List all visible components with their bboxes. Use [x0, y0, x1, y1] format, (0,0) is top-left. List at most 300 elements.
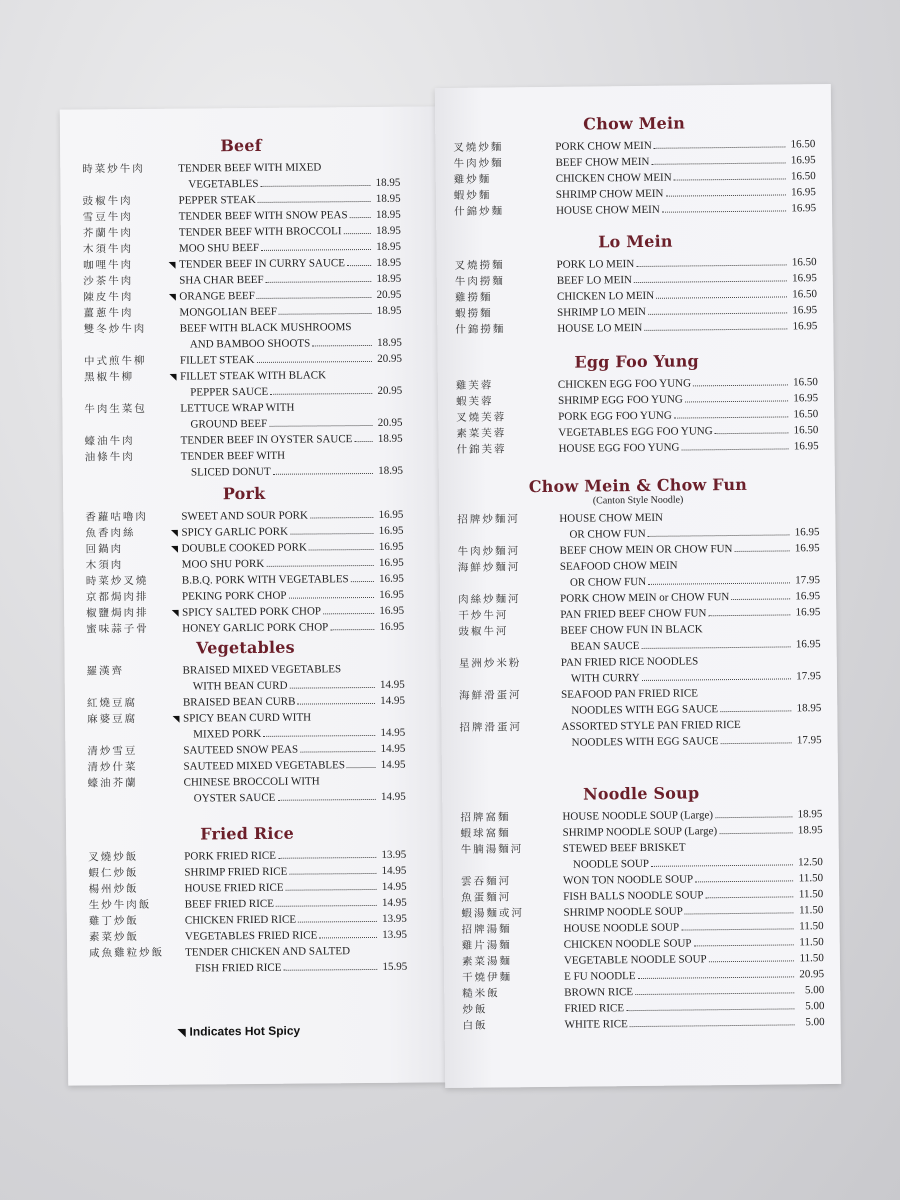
hot-marker-empty: [168, 621, 182, 637]
item-name-text: PEPPER SAUCE: [190, 385, 269, 399]
chinese-name: 招牌窩麵: [460, 811, 511, 824]
item-price: 18.95: [375, 208, 401, 221]
hot-marker-empty: [166, 353, 180, 369]
hot-marker-empty: [168, 589, 182, 605]
item-name-text: TENDER BEEF WITH BROCCOLI: [178, 225, 342, 239]
item-price: 11.50: [798, 904, 824, 917]
item-name-text: VEGETABLES: [188, 177, 259, 191]
menu-item: [459, 652, 821, 688]
hot-marker-empty: [169, 743, 183, 759]
item-price: 11.50: [798, 888, 824, 901]
item-name-line: [178, 191, 400, 209]
item-price: 16.95: [379, 620, 405, 633]
english-name: [182, 619, 404, 637]
dot-leader: [715, 431, 789, 434]
item-name-text: VEGETABLES EGG FOO YUNG: [558, 425, 713, 439]
chinese-name: 紅燒豆腐: [86, 697, 137, 710]
item-name-line: [181, 523, 403, 541]
item-name-text: AND BAMBOO SHOOTS: [189, 337, 311, 351]
chinese-name: 炒飯: [462, 1003, 488, 1016]
menu-item: [84, 367, 402, 402]
dot-leader: [642, 677, 791, 681]
chinese-name: 叉燒撈麵: [454, 259, 505, 272]
english-name: [183, 693, 405, 711]
item-name-text: PAN FRIED RICE NOODLES: [560, 655, 699, 669]
item-price: 16.95: [793, 392, 819, 405]
english-name: [561, 684, 821, 719]
hot-marker-empty: [171, 913, 185, 929]
item-name-line: [184, 863, 406, 881]
item-name-text: OR CHOW FUN: [569, 527, 646, 541]
item-name-text: PEPPER STEAK: [178, 193, 256, 207]
menu-item: [463, 1014, 825, 1034]
item-price: 16.95: [794, 542, 820, 555]
menu-item: [455, 318, 817, 338]
item-name-line: [179, 287, 401, 305]
chinese-name: 薑蔥牛肉: [83, 307, 134, 320]
chinese-name: 羅漢齊: [86, 665, 125, 678]
english-name: [178, 191, 400, 209]
item-name-text: VEGETABLES FRIED RICE: [184, 929, 318, 943]
section-title: Egg Foo Yung: [574, 351, 699, 372]
dot-leader: [350, 216, 371, 218]
chinese-name: 蜜味蒜子骨: [86, 622, 149, 636]
item-name-text: TENDER CHICKEN AND SALTED: [185, 945, 351, 959]
chinese-name: 雪豆牛肉: [82, 211, 133, 224]
item-name-text: HOUSE CHOW MEIN: [559, 511, 664, 525]
hot-pepper-icon: ◥: [171, 607, 179, 618]
item-name-text: TENDER BEEF WITH MIXED: [178, 161, 322, 175]
chinese-name: 星洲炒米粉: [458, 657, 522, 670]
right-menu-page: [435, 84, 841, 1088]
item-name-text: PORK CHOW MEIN: [555, 139, 652, 153]
hot-marker-empty: [550, 937, 564, 953]
menu-section: [85, 483, 404, 638]
chinese-name: 什錦炒麵: [454, 205, 505, 218]
item-name-text: SEAFOOD CHOW MEIN: [559, 559, 678, 573]
left-menu-page: [60, 106, 447, 1085]
hot-marker-empty: [542, 187, 556, 203]
dot-leader: [343, 232, 370, 234]
dot-leader: [347, 264, 371, 266]
hot-marker-empty: [547, 719, 561, 751]
item-price: 14.95: [380, 742, 406, 755]
item-price: 18.95: [375, 176, 401, 189]
dot-leader: [279, 312, 372, 315]
english-name: [183, 757, 405, 775]
english-name: [181, 507, 403, 525]
dot-leader: [263, 734, 375, 737]
item-price: 13.95: [382, 928, 408, 941]
dot-leader: [312, 344, 372, 347]
item-name-line: [184, 773, 406, 791]
item-name-line: [185, 959, 407, 977]
chinese-name: 糙米飯: [462, 987, 500, 1000]
item-name-line: [181, 447, 403, 465]
item-name-text: BEEF CHOW MEIN OR CHOW FUN: [559, 543, 733, 557]
hot-marker-empty: [165, 225, 179, 241]
item-name-line: [185, 911, 407, 929]
menu-section: [86, 637, 405, 808]
dot-leader: [651, 161, 785, 164]
chinese-name: 叉燒炒飯: [88, 851, 139, 864]
hot-marker-empty: [168, 573, 182, 589]
hot-marker-empty: [165, 209, 179, 225]
english-name: [181, 523, 403, 541]
item-price: 18.95: [376, 256, 402, 269]
english-name: [179, 271, 401, 289]
dot-leader: [283, 968, 377, 971]
hot-pepper-icon: ◥: [177, 1027, 186, 1039]
dot-leader: [720, 709, 791, 712]
english-name: [182, 571, 404, 589]
item-name-text: SHRIMP FRIED RICE: [184, 865, 288, 879]
dot-leader: [693, 943, 793, 946]
dot-leader: [323, 612, 374, 614]
dot-leader: [261, 248, 371, 251]
chinese-name: 生炒牛肉飯: [88, 898, 152, 912]
item-price: 18.95: [378, 464, 403, 477]
dot-leader: [290, 686, 375, 689]
hot-marker-empty: [550, 921, 564, 937]
menu-item: [454, 200, 816, 220]
item-price: 18.95: [375, 192, 401, 205]
right-menu-column: [453, 84, 825, 1032]
item-price: 16.50: [793, 376, 818, 389]
item-name-line: [178, 175, 400, 193]
item-price: 20.95: [799, 968, 825, 981]
item-price: 16.95: [792, 304, 818, 317]
item-name-text: HOUSE CHOW MEIN: [556, 203, 660, 217]
chinese-name: 咸魚雞粒炒飯: [89, 946, 165, 960]
item-name-text: B.B.Q. PORK WITH VEGETABLES: [181, 573, 349, 587]
dot-leader: [266, 564, 373, 567]
english-name: [184, 847, 406, 865]
item-name-text: WITH CURRY: [570, 671, 640, 685]
chinese-name: 香蘿咕嚕肉: [85, 510, 148, 524]
item-price: 16.50: [791, 256, 817, 269]
english-name: [556, 200, 816, 219]
chinese-name: 咖哩牛肉: [83, 259, 134, 272]
hot-marker-empty: [165, 273, 179, 289]
dot-leader: [347, 766, 376, 768]
section-title: Pork: [222, 483, 266, 504]
chinese-name: 魚蛋麵河: [461, 891, 512, 904]
item-price: 15.95: [382, 960, 408, 973]
hot-marker-empty: [169, 759, 183, 775]
dot-leader: [719, 831, 793, 834]
english-name: [183, 741, 405, 759]
dot-leader: [289, 872, 376, 875]
dot-leader: [258, 200, 371, 203]
chinese-name: 蝦球窩麵: [460, 827, 511, 840]
dot-leader: [634, 279, 787, 283]
item-name-line: [181, 507, 403, 525]
english-name: [565, 1014, 825, 1033]
chinese-name: 牛肉生菜包: [84, 402, 147, 416]
item-price: 14.95: [380, 758, 406, 771]
chinese-name: 素菜炒飯: [88, 931, 140, 944]
menu-item: [458, 556, 820, 592]
legend-text: Indicates Hot Spicy: [189, 1023, 301, 1039]
item-price: 18.95: [797, 824, 823, 837]
item-name-line: [179, 303, 401, 321]
chinese-name: 黑椒牛柳: [84, 371, 135, 384]
item-name-text: FRIED RICE: [564, 1002, 625, 1015]
item-name-line: [183, 757, 405, 775]
english-name: [179, 303, 401, 321]
item-name-text: SHA CHAR BEEF: [179, 273, 264, 287]
item-name-line: [183, 725, 405, 743]
item-price: 18.95: [376, 304, 402, 317]
item-name-text: BEAN SAUCE: [570, 639, 640, 653]
item-price: 16.95: [795, 606, 821, 619]
item-name-text: TENDER BEEF IN CURRY SAUCE: [179, 257, 345, 271]
item-name-text: MOO SHU PORK: [181, 557, 265, 571]
menu-item: [458, 620, 820, 656]
item-price: 18.95: [376, 240, 402, 253]
hot-marker-empty: [543, 273, 557, 289]
chinese-name: 蝦仁炒飯: [88, 867, 139, 880]
item-name-text: CHINESE BROCCOLI WITH: [183, 775, 320, 789]
dot-leader: [662, 209, 786, 212]
item-name-line: [180, 319, 402, 337]
chinese-name: 魚香肉絲: [85, 527, 136, 540]
item-name-text: ASSORTED STYLE PAN FRIED RICE: [561, 718, 741, 733]
item-name-line: [181, 431, 403, 449]
hot-marker-empty: [545, 511, 559, 543]
item-name-line: [185, 927, 407, 945]
item-price: 17.95: [795, 574, 821, 587]
item-name-text: VEGETABLE NOODLE SOUP: [563, 953, 707, 967]
dot-leader: [319, 936, 377, 939]
item-price: 16.50: [790, 170, 816, 183]
item-name-line: [182, 619, 404, 637]
dot-leader: [277, 798, 375, 801]
item-name-line: [185, 895, 407, 913]
hot-marker-empty: [549, 905, 563, 921]
hot-marker-empty: [171, 945, 185, 977]
hot-marker-empty: [541, 139, 555, 155]
hot-marker-empty: [167, 449, 181, 481]
english-name: [181, 447, 403, 481]
english-name: [185, 943, 407, 977]
hot-pepper-icon: ◥: [168, 291, 176, 302]
hot-marker-empty: [166, 321, 180, 353]
english-name: [185, 895, 407, 913]
dot-leader: [266, 280, 372, 283]
chinese-name: 清炒雪豆: [87, 745, 138, 758]
item-price: 16.95: [378, 540, 404, 553]
item-name-line: [556, 200, 816, 219]
dot-leader: [638, 975, 795, 979]
english-name: [183, 709, 405, 743]
section-title: Chow Mein: [583, 113, 686, 134]
item-price: 16.50: [792, 288, 818, 301]
hot-pepper-icon: ◥: [168, 259, 176, 270]
hot-marker-empty: [547, 655, 561, 687]
item-name-text: OR CHOW FUN: [569, 575, 647, 589]
item-name-line: [181, 463, 403, 481]
english-name: [563, 838, 823, 873]
dot-leader: [695, 879, 793, 882]
item-name-text: HOUSE FRIED RICE: [184, 881, 284, 895]
hot-marker-empty: [546, 591, 560, 607]
hot-marker-empty: [550, 1001, 564, 1017]
dot-leader: [644, 327, 787, 330]
dot-leader: [654, 145, 786, 148]
dot-leader: [635, 991, 794, 995]
item-name-text: GROUND BEEF: [190, 417, 268, 431]
hot-marker-empty: [549, 841, 563, 873]
dot-leader: [648, 311, 787, 314]
dot-leader: [685, 911, 794, 914]
item-name-text: WHITE RICE: [564, 1018, 628, 1031]
menu-section: [456, 350, 819, 458]
item-price: 20.95: [377, 416, 403, 429]
english-name: [185, 927, 407, 945]
item-name-line: [179, 271, 401, 289]
hot-spicy-legend: [178, 1024, 301, 1039]
hot-marker-empty: [542, 203, 556, 219]
hot-pepper-icon: ◥: [172, 713, 180, 724]
dot-leader: [278, 856, 376, 859]
item-name-text: DOUBLE COOKED PORK: [181, 541, 307, 555]
item-name-text: CHICKEN EGG FOO YUNG: [557, 377, 692, 391]
item-price: 5.00: [805, 1000, 825, 1013]
english-name: [180, 319, 402, 353]
item-price: 17.95: [796, 670, 822, 683]
item-price: 14.95: [380, 726, 406, 739]
menu-item: [459, 684, 821, 720]
item-price: 5.00: [804, 984, 825, 997]
item-name-text: PORK FRIED RICE: [184, 849, 277, 863]
english-name: [182, 539, 404, 557]
english-name: [183, 661, 405, 695]
item-price: 11.50: [798, 872, 824, 885]
hot-marker-empty: [551, 1017, 565, 1033]
chinese-name: 清炒什菜: [87, 761, 138, 774]
item-name-text: SHRIMP LO MEIN: [557, 305, 647, 319]
item-name-text: E FU NOODLE: [564, 970, 636, 983]
hot-marker-empty: [544, 441, 558, 457]
english-name: [561, 716, 821, 751]
item-price: 16.50: [793, 424, 819, 437]
dot-leader: [665, 193, 785, 196]
item-price: 16.95: [790, 154, 816, 167]
dot-leader: [309, 548, 374, 551]
item-name-text: CHICKEN FRIED RICE: [184, 913, 297, 927]
hot-marker-empty: [165, 305, 179, 321]
item-name-line: [180, 399, 402, 417]
item-name-text: PAN FRIED BEEF CHOW FUN: [560, 607, 707, 621]
dot-leader: [270, 392, 372, 395]
item-price: 18.95: [377, 432, 403, 445]
menu-item: [87, 709, 405, 744]
item-name-text: CHICKEN NOODLE SOUP: [563, 937, 692, 951]
hot-marker-empty: [546, 543, 560, 559]
dot-leader: [298, 920, 377, 923]
hot-marker-empty: [544, 409, 558, 425]
chinese-name: 蠔油芥蘭: [87, 777, 138, 790]
dot-leader: [351, 580, 374, 582]
item-name-text: LETTUCE WRAP WITH: [180, 401, 295, 415]
menu-item: [85, 447, 403, 482]
item-name-line: [565, 1014, 825, 1033]
item-name-text: PORK CHOW MEIN or CHOW FUN: [560, 591, 730, 605]
item-name-line: [179, 239, 401, 257]
english-name: [558, 438, 818, 457]
chinese-name: 蝦湯麵或河: [461, 907, 524, 920]
menu-item: [459, 716, 821, 752]
chinese-name: 招牌炒麵河: [457, 513, 520, 526]
hot-marker-empty: [544, 393, 558, 409]
menu-section: [454, 230, 817, 338]
dot-leader: [260, 184, 370, 187]
item-name-line: [179, 207, 401, 225]
item-name-text: PORK LO MEIN: [556, 258, 635, 271]
hot-marker-empty: [541, 155, 555, 171]
english-name: [560, 556, 820, 591]
chinese-name: 蝦炒麵: [453, 189, 492, 202]
item-price: 11.50: [799, 936, 824, 949]
item-price: 16.95: [795, 590, 821, 603]
hot-marker-empty: [170, 865, 184, 881]
english-name: [179, 239, 401, 257]
hot-marker-empty: [550, 985, 564, 1001]
item-name-text: BEEF LO MEIN: [556, 274, 633, 287]
item-name-line: [182, 539, 404, 557]
item-name-line: [184, 847, 406, 865]
item-price: 12.50: [798, 856, 823, 869]
hot-marker-empty: [171, 929, 185, 945]
item-name-text: HOUSE LO MEIN: [557, 321, 643, 335]
chinese-name: 招牌湯麵: [461, 923, 512, 936]
item-name-text: MIXED PORK: [193, 727, 262, 741]
item-name-line: [180, 383, 402, 401]
hot-marker-empty: [550, 969, 564, 985]
item-name-text: WITH BEAN CURD: [192, 679, 288, 693]
hot-marker-empty: [548, 825, 562, 841]
section-title: Beef: [220, 135, 262, 156]
chinese-name: 陳皮牛肉: [83, 291, 134, 304]
item-name-line: [562, 732, 822, 751]
chinese-name: 回鍋肉: [85, 543, 124, 556]
item-name-text: ORANGE BEEF: [179, 289, 255, 303]
item-name-text: SHRIMP EGG FOO YUNG: [557, 393, 683, 407]
chinese-name: 木須肉: [85, 559, 124, 572]
english-name: [561, 652, 821, 687]
english-name: [180, 351, 402, 369]
chinese-name: 什錦芙蓉: [456, 443, 507, 456]
chinese-name: 蝦撈麵: [455, 307, 493, 320]
dot-leader: [257, 360, 372, 363]
section-title: Lo Mein: [598, 231, 673, 252]
hot-pepper-icon: ◥: [170, 527, 178, 538]
english-name: [184, 773, 406, 807]
menu-item: [457, 508, 819, 544]
hot-marker-empty: [543, 257, 557, 273]
item-name-text: BROWN RICE: [564, 986, 634, 999]
chinese-name: 沙茶牛肉: [83, 275, 134, 288]
chinese-name: 油條牛肉: [84, 451, 135, 464]
menu-item: [87, 661, 405, 696]
chinese-name: 京都焗肉排: [85, 590, 149, 604]
item-name-text: SAUTEED SNOW PEAS: [183, 743, 299, 757]
item-price: 18.95: [376, 336, 402, 349]
item-name-text: BEEF CHOW MEIN: [555, 155, 650, 169]
english-name: [185, 911, 407, 929]
